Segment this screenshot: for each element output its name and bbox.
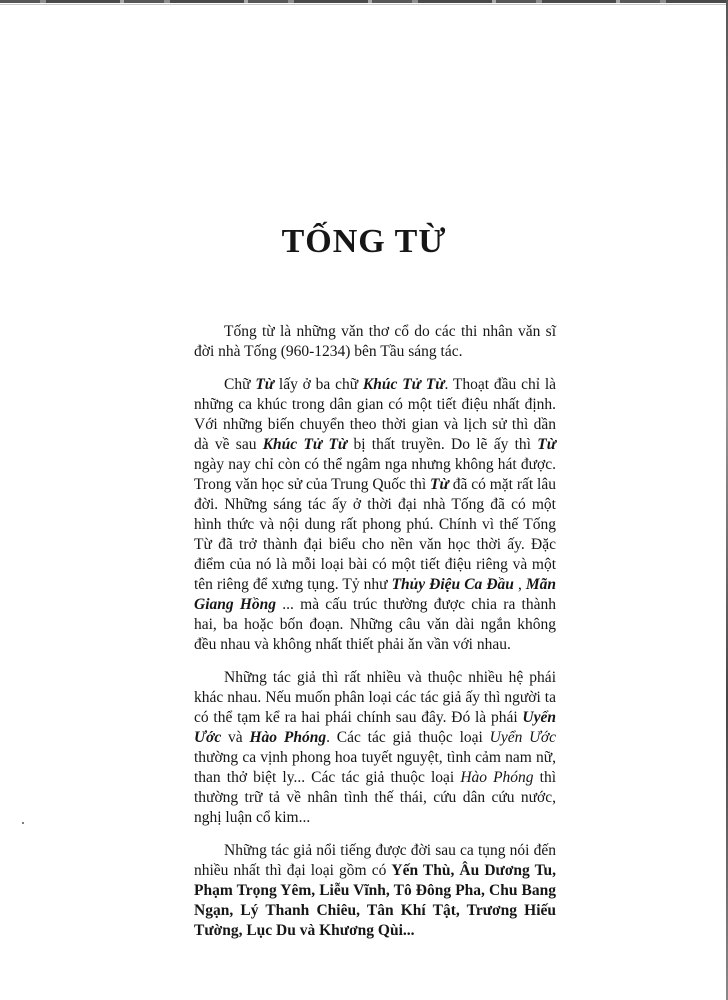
text-run: Tống từ là những vǎn thơ cổ do các thi nhân vǎn sĩ đời nhà Tống (960-1234) bên Tầu sáng tác. <box>194 323 556 360</box>
text-run: , <box>513 576 526 593</box>
text-run: . Các tác giả thuộc loại <box>326 729 490 746</box>
scan-speck <box>22 822 24 824</box>
term-bold-italic: Khúc Tử Từ <box>262 436 348 453</box>
text-run: ... mà cấu trúc thường được chia ra thành hai, ba hoặc bốn đoạn. Những câu vǎn dài ngắn không đều nhau và không nhất thiết phải ǎn vần với nhau. <box>194 596 556 653</box>
text-run: Những tác giả thì rất nhiều và thuộc nhiều hệ phái khác nhau. Nếu muốn phân loại các tác giả ấy thì người ta có thể tạm kể ra hai phái chính sau đây. Đó là phái <box>194 669 556 726</box>
text-run: thường ca vịnh phong hoa tuyết nguyệt, tình cảm nam nữ, than thở biệt ly... Các tác giả thuộc loại <box>194 749 556 786</box>
page-title: TỐNG TỪ <box>281 222 447 260</box>
text-run: lấy ở ba chữ <box>274 376 363 393</box>
term-bold-italic: Mãn Giang Hồng <box>194 576 556 613</box>
term-italic: Hào Phóng <box>460 769 534 786</box>
text-run: Chữ <box>224 376 256 393</box>
term-bold-italic: Từ <box>430 476 449 493</box>
text-run: đã có mặt rất lâu đời. Những sáng tác ấy ở thời đại nhà Tống đã có một hình thức và nội dung rất phong phú. Chính vì thế Tống Từ đã trở thành đại biểu cho nền vǎn học thời ấy. Đặc điểm của nó là mỗi loại bài có một tiết điệu riêng và một tên riêng để xưng tụng. Tỷ như <box>194 476 556 593</box>
term-bold-italic: Hào Phóng <box>249 729 327 746</box>
text-run: ngày nay chỉ còn có thể ngâm nga nhưng không hát được. Trong vǎn học sử của Trung Quốc thì <box>194 456 556 493</box>
paragraph-4 <box>194 841 556 941</box>
term-bold-italic: Từ <box>255 376 275 393</box>
paragraph-3 <box>194 668 556 828</box>
paragraph-2 <box>194 375 556 655</box>
scan-edge-top <box>0 0 728 3</box>
author-names: Yến Thù, Âu Dương Tu, Phạm Trọng Yêm, Liễu Vĩnh, Tô Đông Pha, Chu Bang Ngạn, Lý Thanh Chiêu, Tân Khí Tật, Trương Hiếu Tường, Lục Du và Khương Qùi... <box>194 862 556 939</box>
text-run: và <box>221 729 250 746</box>
text-run: . Thoạt đầu chỉ là những ca khúc trong dân gian có một tiết điệu nhất định. Với những biến chuyển theo thời gian và lịch sử thì dần dà về sau <box>194 376 557 453</box>
body-text <box>194 322 556 954</box>
paragraph-1 <box>194 322 556 362</box>
term-bold-italic: Từ <box>537 436 556 453</box>
term-italic: Uyển Ước <box>489 729 556 746</box>
scan-edge-line <box>0 4 728 5</box>
term-bold-italic: Thủy Điệu Ca Đầu <box>391 576 514 593</box>
text-run: thì thường trữ tả về nhân tình thế thái, cứu dân cứu nước, nghị luận cổ kim... <box>194 769 556 826</box>
term-bold-italic: Uyển Ước <box>194 709 556 746</box>
text-run: Những tác giả nổi tiếng được đời sau ca tụng nói đến nhiều nhất thì đại loại gồm có <box>194 842 556 879</box>
term-bold-italic: Khúc Tử Từ <box>362 376 445 393</box>
text-run: bị thất truyền. Do lẽ ấy thì <box>347 436 538 453</box>
